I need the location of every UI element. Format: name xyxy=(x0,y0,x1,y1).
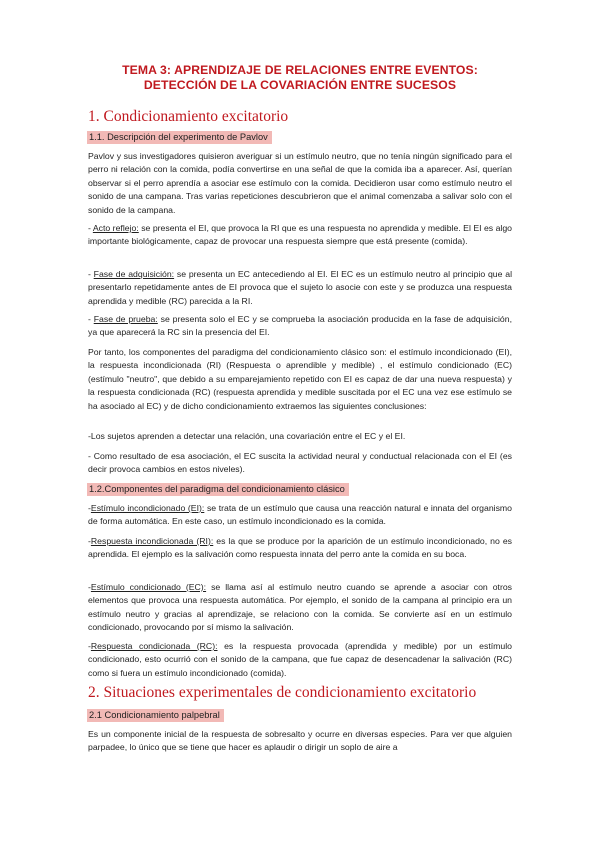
subsection-heading-1-2: 1.2.Componentes del paradigma del condicionamiento clásico xyxy=(87,483,349,496)
conclusion-1: -Los sujetos aprenden a detectar una relación, una covariación entre el EC y el EI. xyxy=(88,431,406,441)
fase-adquisicion-label: Fase de adquisición: xyxy=(93,269,175,279)
paragraph-rc: -Respuesta condicionada (RC): es la respuesta provocada (aprendida y medible) por un estímulo condicionado, esto ocurrió con el sonido de la campana, que fue capaz de desencadenar la salivación (RC) como si fuera un estímulo incondicionado (comida). xyxy=(88,641,512,678)
paragraph-ec: -Estímulo condicionado (EC): se llama así al estímulo neutro cuando se aprende a asociar con otros elementos que provoca una respuesta automática. Por ejemplo, el sonido de la campana al principio era un estímulo neutro y gracias al aprendizaje, se relaciono con la comida. Se convierte así en un estímulo condicionado, provocando por sí mismo la salivación. xyxy=(88,582,513,633)
paragraph-ei: -Estímulo incondicionado (EI): se trata de un estímulo que causa una reacción natural e innata del organismo de forma automática. En este caso, un estímulo incondicionado es la comida. xyxy=(88,503,512,527)
rc-text: es la respuesta provocada (aprendida y medible) por un estímulo condicionado, esto ocurrió con el sonido de la campana, que fue capaz de desencadenar la salivación (RC) como si fuera un estímulo incondicionado (comida). xyxy=(88,641,512,678)
document-title xyxy=(90,63,510,93)
paragraph-fase-adquisicion: - Fase de adquisición: se presenta un EC antecediendo al EI. El EC es un estímulo neutro al principio que al presentarlo repetidamente antes de EI provoca que el sujeto lo asocie con este y se produzca una respuesta aprendida y medible (RC) parecida a la RI. xyxy=(88,269,513,306)
ri-text: es la que se produce por la aparición de un estímulo incondicionado, no es aprendida. El ejemplo es la salivación como respuesta innata del perro ante la comida en su boca. xyxy=(88,536,512,560)
subsection-heading-1-1: 1.1. Descripción del experimento de Pavlov xyxy=(87,131,272,144)
section-heading-1: 1. Condicionamiento excitatorio xyxy=(88,108,289,125)
acto-reflejo-label: Acto reflejo: xyxy=(92,223,139,233)
conclusion-2: - Como resultado de esa asociación, el EC suscita la actividad neural y conductual relacionada con el EI (es decir provoca cambios en estos niveles). xyxy=(88,451,512,475)
paragraph-fase-prueba: - Fase de prueba: se presenta solo el EC y se comprueba la asociación producida en la fase de adquisición, ya que aparecerá la RC sin la presencia del EI. xyxy=(88,314,512,338)
section-heading-2: 2. Situaciones experimentales de condicionamiento excitatorio xyxy=(88,684,477,701)
title-line-1: TEMA 3: APRENDIZAJE DE RELACIONES ENTRE EVENTOS: xyxy=(122,63,478,77)
fase-prueba-label: Fase de prueba: xyxy=(93,314,158,324)
ec-text: se llama así al estímulo neutro cuando se aprende a asociar con otros elementos que provoca una respuesta automática. Por ejemplo, el sonido de la campana al principio era un estímulo neutro y gracias al aprendizaje, se relaciono con la comida. Se convierte así en un estímulo condicionado, provocando por sí mismo la salivación. xyxy=(88,582,513,633)
rc-label: Respuesta condicionada (RC): xyxy=(90,641,218,651)
fase-adquisicion-text: se presenta un EC antecediendo al EI. El EC es un estímulo neutro al principio que al presentarlo repetidamente antes de EI provoca que el sujeto lo asocie con este y se produzca una respuesta aprendida y medible (RC) parecida a la RI. xyxy=(88,269,513,306)
paragraph-componentes: Por tanto, los componentes del paradigma del condicionamiento clásico son: el estímulo incondicionado (EI), la respuesta incondicionada (RI) (Respuesta o aprendible y medible) , el estímulo condicionado (EC) (estímulo "neutro", que debido a su emparejamiento repetido con EI es capaz de dar una nueva respuesta) y la respuesta condicionada (RC) (respuesta aprendida y medible suscitada por el EC una vez ese estímulo se ha asociado al EC) y de dicho condicionamiento extraemos las siguientes conclusiones: xyxy=(88,347,512,411)
title-line-2: DETECCIÓN DE LA COVARIACIÓN ENTRE SUCESOS xyxy=(143,78,457,92)
fase-prueba-text: se presenta solo el EC y se comprueba la asociación producida en la fase de adquisición, ya que aparecerá la RC sin la presencia del EI. xyxy=(88,314,512,338)
ei-label: Estímulo incondicionado (EI): xyxy=(90,503,205,513)
paragraph-acto-reflejo: - Acto reflejo: se presenta el EI, que provoca la RI que es una respuesta no aprendida y medible. El EI es algo importante biológicamente, capaz de provocar una respuesta siempre que está presente (comida). xyxy=(88,223,513,247)
acto-reflejo-text: se presenta el EI, que provoca la RI que es una respuesta no aprendida y medible. El EI es algo importante biológicamente, capaz de provocar una respuesta siempre que está presente (comida). xyxy=(88,223,513,247)
paragraph-palpebral: Es un componente inicial de la respuesta de sobresalto y ocurre en diversas especies. Para ver que alguien parpadee, lo único que se tiene que hacer es aplaudir o dirigir un soplo de aire a xyxy=(88,729,512,753)
ei-text: se trata de un estímulo que causa una reacción natural e innata del organismo de forma automática. En este caso, un estímulo incondicionado es la comida. xyxy=(88,503,512,527)
paragraph-ri: -Respuesta incondicionada (RI): es la que se produce por la aparición de un estímulo incondicionado, no es aprendida. El ejemplo es la salivación como respuesta innata del perro ante la comida en su boca. xyxy=(88,536,512,560)
subsection-heading-2-1: 2.1 Condicionamiento palpebral xyxy=(87,709,224,722)
paragraph-pavlov: Pavlov y sus investigadores quisieron averiguar si un estímulo neutro, que no tenía ningún significado para el perro ni relación con la comida, podía convertirse en una señal de que la comida iba a aparecer. Así, querían observar si el perro aprendía a asociar ese estímulo con la comida. Decidieron usar como estímulo neutro el sonido de una campana. Tras varias repeticiones descubrieron que el animal comenzaba a salivar solo con el sonido de la campana. xyxy=(88,151,512,215)
ec-label: Estímulo condicionado (EC): xyxy=(90,582,207,592)
ri-label: Respuesta incondicionada (RI): xyxy=(90,536,214,546)
